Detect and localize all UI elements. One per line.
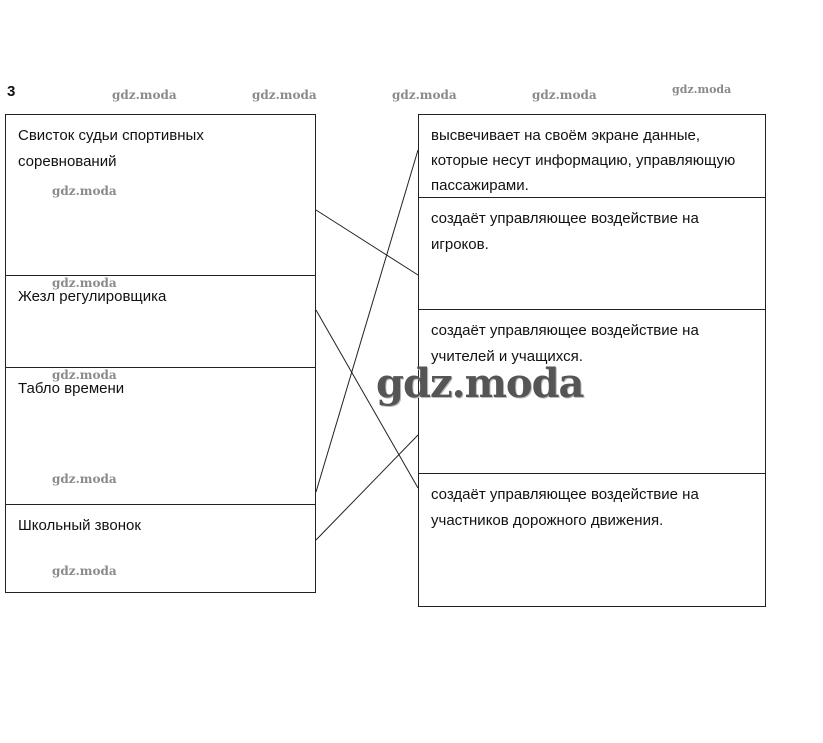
right-item-traffic: создаёт управляющее воздействие на участников дорожного движения. [418,473,766,607]
left-item-school-bell: Школьный звонок [5,504,316,593]
task-number: 3 [7,83,16,100]
watermark-text: gdz.moda [112,88,177,102]
line-scoreboard-passengers [316,150,418,492]
right-item-teachers: создаёт управляющее воздействие на учителей и учащихся. [418,309,766,474]
left-item-baton: Жезл регулировщика [5,275,316,368]
watermark-text: gdz.moda [532,88,597,102]
right-item-players: создаёт управляющее воздействие на игроков. [418,197,766,310]
line-bell-teachers [316,435,418,540]
watermark-text: gdz.moda [52,184,117,198]
watermark-text: gdz.moda [52,564,117,578]
watermark-text: gdz.moda [52,472,117,486]
watermark-text: gdz.moda [52,276,117,290]
watermark-text: gdz.moda [252,88,317,102]
watermark-text: gdz.moda [392,88,457,102]
left-item-whistle: Свисток судьи спортивных соревнований [5,114,316,276]
line-whistle-players [316,210,418,275]
right-item-passengers: высвечивает на своём экране данные, которые несут информацию, управляющую пассажирами. [418,114,766,198]
watermark-text: gdz.moda [672,83,732,96]
watermark-large: gdz.moda [376,360,584,407]
watermark-text: gdz.moda [52,368,117,382]
left-item-scoreboard: Табло времени [5,367,316,505]
